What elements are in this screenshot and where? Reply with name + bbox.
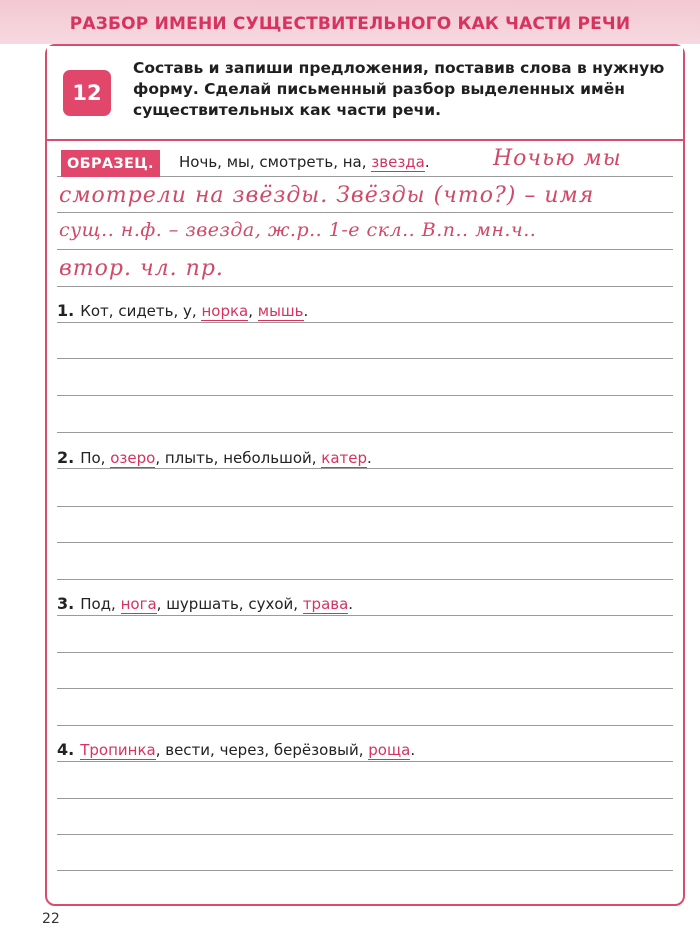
task-number-badge: 12 [63,70,111,116]
task-text-line: форму. Сделай письменный разбор выделенных имён [133,80,625,98]
exercise-text: , плыть, небольшой, [155,449,322,467]
ruled-line [57,286,673,287]
exercise-text: , вести, через, берёзовый, [155,741,369,759]
task-box [47,46,683,141]
task-text-line: существительных как части речи. [133,101,441,119]
exercise-text: . [303,302,309,320]
exercise-highlight-word: роща [368,741,411,759]
exercise-text: . [348,595,354,613]
ruled-line [57,652,673,653]
ruled-line [57,725,673,726]
exercise-1 [57,301,308,320]
exercise-highlight-word: мышь [257,302,304,320]
handwriting-line-2: смотрели на звёзды. Звёзды (что?) – имя [59,183,595,208]
exercise-text: Под, [80,595,121,613]
handwriting-line-4: втор. чл. пр. [59,256,224,281]
exercise-text: , шуршать, сухой, [156,595,303,613]
exercise-highlight-word: катер [321,449,368,467]
ruled-line [57,212,673,213]
ruled-line [57,322,673,323]
ruled-line [57,798,673,799]
page-number: 22 [42,911,60,927]
exercise-number: 3. [57,594,75,613]
ruled-line [57,761,673,762]
page-title: РАЗБОР ИМЕНИ СУЩЕСТВИТЕЛЬНОГО КАК ЧАСТИ РЕЧИ [69,14,631,34]
exercise-number: 2. [57,448,75,467]
exercise-3 [57,594,353,613]
exercise-text: . [367,449,372,467]
exercise-highlight-word: озеро [110,449,156,467]
exercise-text: По, [80,449,111,467]
exercise-text: . [410,741,416,759]
handwriting-line-3: сущ.. н.ф. – звезда, ж.р.. 1-е скл.. В.п.. мн.ч.. [59,219,537,241]
exercise-highlight-word: нога [120,595,157,613]
sample-words-text: Ночь, мы, смотреть, на, [179,153,372,171]
exercise-2 [57,448,372,467]
sample-label: ОБРАЗЕЦ. [61,150,160,177]
exercise-number: 4. [57,740,75,759]
sample-highlight-word: звезда [371,153,425,171]
exercise-number: 1. [57,301,75,320]
ruled-line [57,249,673,250]
sample-words-end: . [424,153,430,171]
ruled-line [57,579,673,580]
task-instructions [133,58,678,121]
sample-words [179,153,430,171]
ruled-line [57,506,673,507]
exercise-text: , [248,302,258,320]
ruled-line [57,688,673,689]
ruled-line [57,432,673,433]
task-text-line: Составь и запиши предложения, поставив слова в нужную [133,59,665,77]
ruled-line [57,615,673,616]
exercise-text: Кот, сидеть, у, [80,302,202,320]
exercise-frame [45,44,685,906]
ruled-line [57,542,673,543]
ruled-line [57,395,673,396]
header-band [0,0,700,44]
ruled-line [57,468,673,469]
handwriting-line-1: Ночью мы [493,146,622,171]
ruled-line [57,870,673,871]
ruled-line [57,358,673,359]
exercise-highlight-word: трава [302,595,349,613]
exercise-highlight-word: Тропинка [80,741,156,759]
ruled-line [57,834,673,835]
exercise-highlight-word: норка [201,302,249,320]
exercise-4 [57,740,415,759]
